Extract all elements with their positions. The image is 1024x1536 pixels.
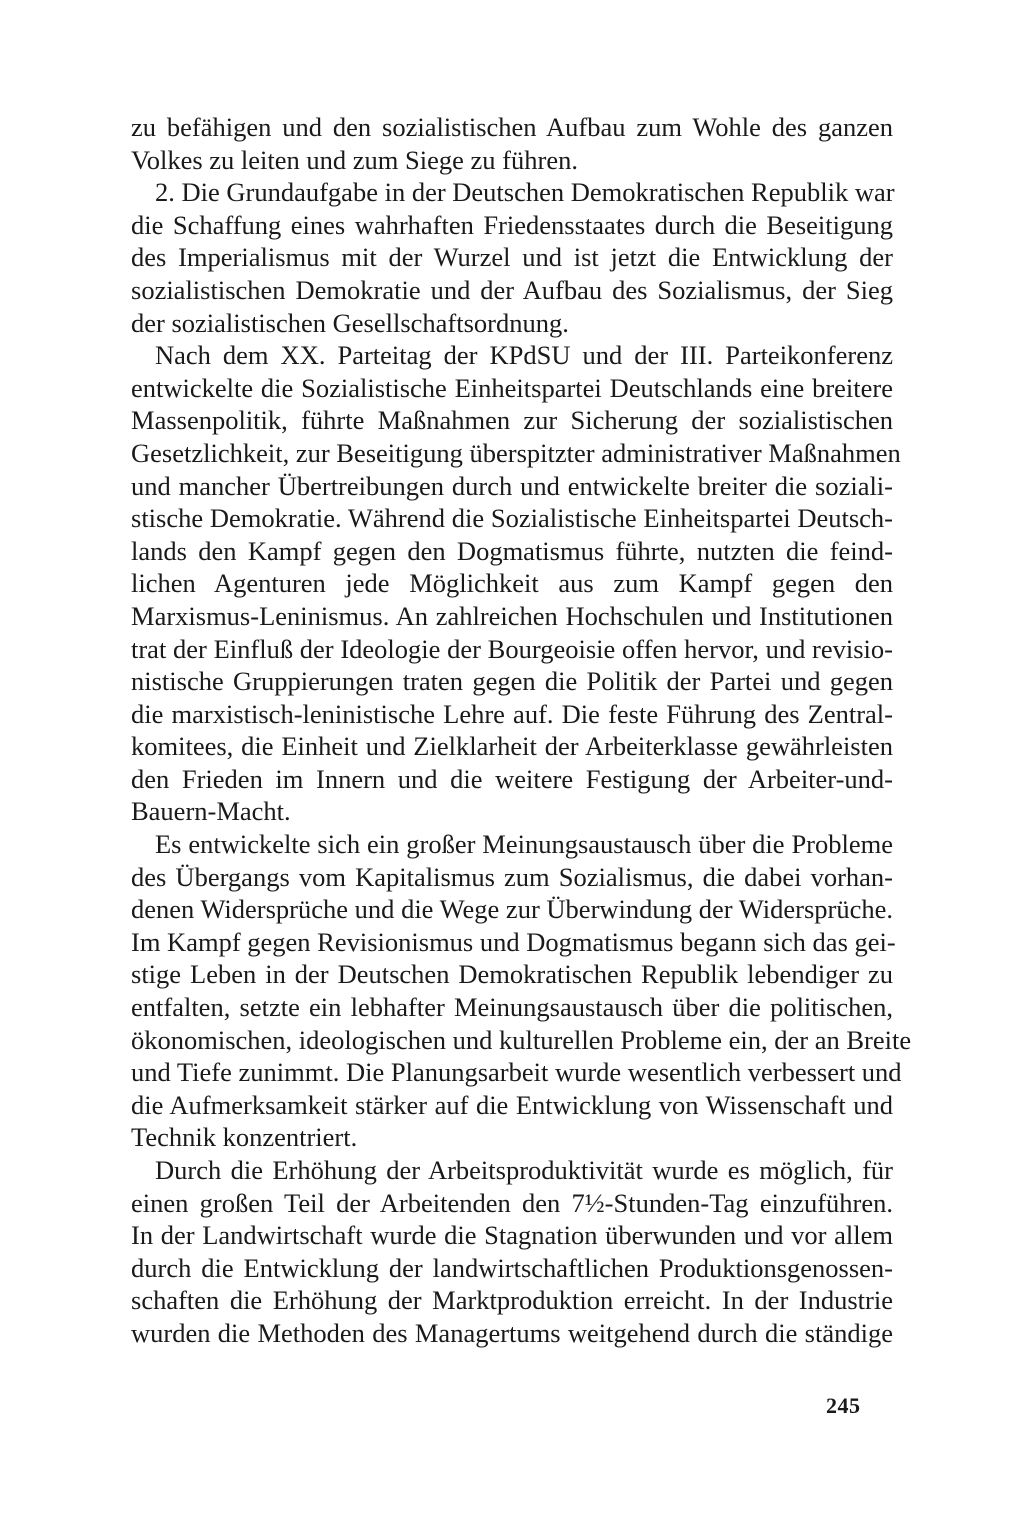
text-line: wurden die Methoden des Managertums weitgehend durch die ständige xyxy=(131,1317,893,1348)
text-line: zu befähigen und den sozialistischen Aufbau zum Wohle des ganzen xyxy=(131,112,893,142)
text-line: stige Leben in der Deutschen Demokratischen Republik lebendiger zu xyxy=(131,959,893,990)
text-line: durch die Entwicklung der landwirtschaftlichen Produktionsgenossen- xyxy=(131,1252,893,1283)
text-line: Technik konzentriert. xyxy=(131,1122,358,1153)
text-line: entfalten, setzte ein lebhafter Meinungsaustausch über die politischen, xyxy=(131,992,893,1023)
text-line: die Aufmerksamkeit stärker auf die Entwicklung von Wissenschaft und xyxy=(131,1089,893,1120)
text-line: die Schaffung eines wahrhaften Friedensstaates durch die Beseitigung xyxy=(131,209,893,240)
text-line: In der Landwirtschaft wurde die Stagnation überwunden und vor allem xyxy=(131,1220,893,1251)
text-line: einen großen Teil der Arbeitenden den 7½-Stunden-Tag einzuführen. xyxy=(131,1187,893,1218)
text-line: des Übergangs vom Kapitalismus zum Sozialismus, die dabei vorhan- xyxy=(131,861,893,892)
text-line: Massenpolitik, führte Maßnahmen zur Sicherung der sozialistischen xyxy=(131,405,893,436)
text-line: entwickelte die Sozialistische Einheitspartei Deutschlands eine breitere xyxy=(131,372,893,403)
text-line: der sozialistischen Gesellschaftsordnung. xyxy=(131,307,569,338)
text-line: des Imperialismus mit der Wurzel und ist jetzt die Entwicklung der xyxy=(131,242,893,273)
text-line: Es entwickelte sich ein großer Meinungsaustausch über die Probleme xyxy=(155,829,893,860)
text-line: Im Kampf gegen Revisionismus und Dogmatismus begann sich das gei- xyxy=(131,926,896,957)
body-text xyxy=(131,111,912,1350)
text-line: denen Widersprüche und die Wege zur Überwindung der Widersprüche. xyxy=(131,894,893,925)
text-line: lands den Kampf gegen den Dogmatismus führte, nutzten die feind- xyxy=(131,535,893,566)
text-line: Marxismus-Leninismus. An zahlreichen Hochschulen und Institutionen xyxy=(131,600,893,631)
text-line: Volkes zu leiten und zum Siege zu führen. xyxy=(131,144,578,175)
text-line: lichen Agenturen jede Möglichkeit aus zum Kampf gegen den xyxy=(131,568,893,599)
text-line: die marxistisch-leninistische Lehre auf. Die feste Führung des Zentral- xyxy=(131,698,893,729)
text-line: Gesetzlichkeit, zur Beseitigung überspitzter administrativer Maßnahmen xyxy=(131,437,901,468)
text-line: nistische Gruppierungen traten gegen die Politik der Partei und gegen xyxy=(131,666,893,697)
text-line: trat der Einfluß der Ideologie der Bourgeoisie offen hervor, und revisio- xyxy=(131,633,893,664)
text-line: schaften die Erhöhung der Marktproduktion erreicht. In der Industrie xyxy=(131,1285,893,1316)
text-line: Durch die Erhöhung der Arbeitsproduktivität wurde es möglich, für xyxy=(155,1155,893,1185)
text-line: und Tiefe zunimmt. Die Planungsarbeit wurde wesentlich verbessert und xyxy=(131,1057,902,1088)
text-line: und mancher Übertreibungen durch und entwickelte breiter die soziali- xyxy=(131,470,893,501)
text-line: stische Demokratie. Während die Sozialistische Einheitspartei Deutsch- xyxy=(131,503,893,534)
text-line: ökonomischen, ideologischen und kulturellen Probleme ein, der an Breite xyxy=(131,1024,912,1055)
page-number: 245 xyxy=(826,1393,861,1418)
text-line: den Frieden im Innern und die weitere Festigung der Arbeiter-und- xyxy=(131,763,893,794)
text-line: komitees, die Einheit und Zielklarheit der Arbeiterklasse gewährleisten xyxy=(131,731,893,762)
text-line: Bauern-Macht. xyxy=(131,796,291,827)
text-line: Nach dem XX. Parteitag der KPdSU und der III. Parteikonferenz xyxy=(155,340,893,371)
text-line: 2. Die Grundaufgabe in der Deutschen Demokratischen Republik war xyxy=(155,177,895,208)
text-line: sozialistischen Demokratie und der Aufbau des Sozialismus, der Sieg xyxy=(131,274,893,305)
